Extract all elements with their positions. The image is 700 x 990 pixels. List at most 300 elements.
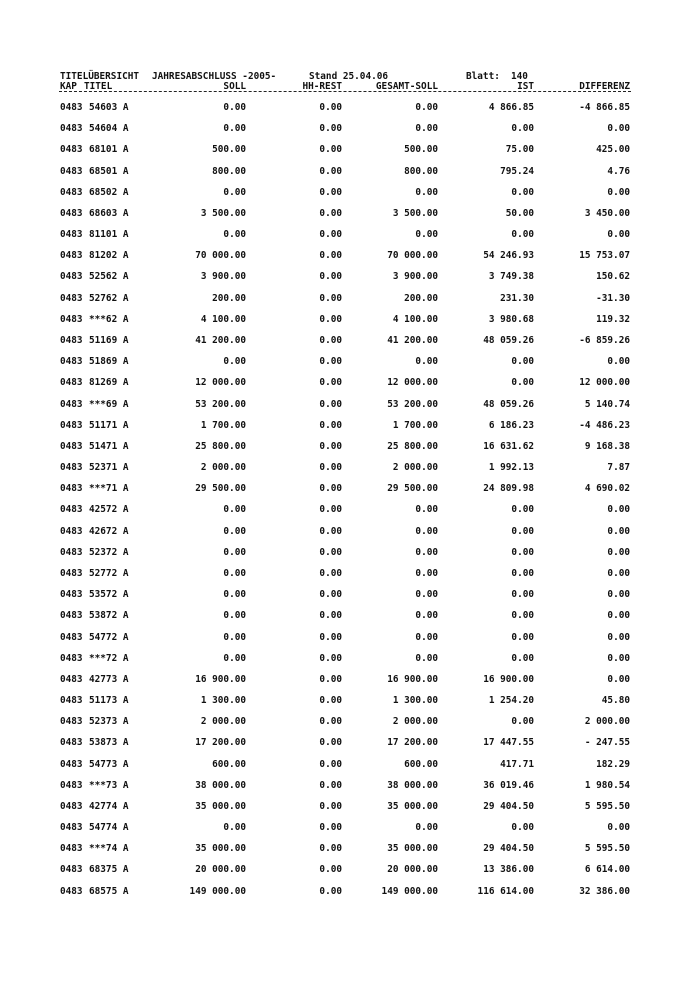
cell-hh-rest: 0.00 <box>319 653 342 664</box>
cell-soll: 0.00 <box>223 356 246 367</box>
cell-gesamt-soll: 0.00 <box>415 123 438 134</box>
column-header-gesamt-soll: GESAMT-SOLL <box>375 81 438 92</box>
cell-gesamt-soll: 70 000.00 <box>387 250 438 261</box>
cell-gesamt-soll: 17 200.00 <box>387 737 438 748</box>
cell-titel: 68502 A <box>89 187 129 198</box>
cell-kap: 0483 <box>60 462 83 473</box>
cell-hh-rest: 0.00 <box>319 356 342 367</box>
cell-differenz: 0.00 <box>607 589 630 600</box>
cell-hh-rest: 0.00 <box>319 843 342 854</box>
cell-kap: 0483 <box>60 716 83 727</box>
table-row <box>0 250 700 262</box>
cell-gesamt-soll: 0.00 <box>415 229 438 240</box>
cell-differenz: 0.00 <box>607 526 630 537</box>
cell-ist: 1 992.13 <box>488 462 534 473</box>
cell-ist: 3 749.38 <box>488 271 534 282</box>
cell-gesamt-soll: 0.00 <box>415 547 438 558</box>
cell-titel: 51169 A <box>89 335 129 346</box>
cell-ist: 0.00 <box>511 632 534 643</box>
cell-gesamt-soll: 2 000.00 <box>392 462 438 473</box>
cell-titel: 68603 A <box>89 208 129 219</box>
cell-differenz: -31.30 <box>596 293 630 304</box>
cell-differenz: -6 859.26 <box>579 335 630 346</box>
table-row <box>0 483 700 495</box>
cell-titel: 54773 A <box>89 759 129 770</box>
cell-soll: 0.00 <box>223 187 246 198</box>
cell-hh-rest: 0.00 <box>319 377 342 388</box>
table-row <box>0 314 700 326</box>
cell-titel: 52562 A <box>89 271 129 282</box>
cell-ist: 50.00 <box>505 208 534 219</box>
cell-differenz: 4 690.02 <box>584 483 630 494</box>
table-row <box>0 377 700 389</box>
cell-gesamt-soll: 25 800.00 <box>387 441 438 452</box>
cell-hh-rest: 0.00 <box>319 314 342 325</box>
table-row <box>0 399 700 411</box>
cell-ist: 0.00 <box>511 229 534 240</box>
cell-soll: 0.00 <box>223 229 246 240</box>
cell-differenz: 2 000.00 <box>584 716 630 727</box>
cell-titel: 54603 A <box>89 102 129 113</box>
table-row <box>0 462 700 474</box>
cell-titel: 68375 A <box>89 864 129 875</box>
table-row <box>0 801 700 813</box>
stand-date: Stand 25.04.06 <box>309 71 389 82</box>
cell-differenz: 15 753.07 <box>579 250 630 261</box>
cell-differenz: 0.00 <box>607 568 630 579</box>
table-row <box>0 864 700 876</box>
cell-hh-rest: 0.00 <box>319 441 342 452</box>
table-row <box>0 420 700 432</box>
cell-hh-rest: 0.00 <box>319 716 342 727</box>
table-row <box>0 843 700 855</box>
cell-ist: 116 614.00 <box>477 886 534 897</box>
cell-titel: 42672 A <box>89 526 129 537</box>
cell-soll: 4 100.00 <box>200 314 246 325</box>
cell-kap: 0483 <box>60 801 83 812</box>
cell-hh-rest: 0.00 <box>319 589 342 600</box>
cell-soll: 0.00 <box>223 526 246 537</box>
cell-gesamt-soll: 0.00 <box>415 589 438 600</box>
cell-differenz: 5 595.50 <box>584 801 630 812</box>
cell-gesamt-soll: 0.00 <box>415 504 438 515</box>
cell-titel: 42572 A <box>89 504 129 515</box>
cell-ist: 13 386.00 <box>483 864 534 875</box>
cell-ist: 29 404.50 <box>483 843 534 854</box>
cell-gesamt-soll: 0.00 <box>415 653 438 664</box>
cell-soll: 0.00 <box>223 102 246 113</box>
cell-kap: 0483 <box>60 250 83 261</box>
cell-differenz: 45.80 <box>601 695 630 706</box>
cell-titel: ***69 A <box>89 399 129 410</box>
cell-soll: 600.00 <box>212 759 246 770</box>
cell-soll: 0.00 <box>223 632 246 643</box>
report-subtitle: JAHRESABSCHLUSS -2005- <box>152 71 277 82</box>
cell-titel: 81202 A <box>89 250 129 261</box>
table-row <box>0 144 700 156</box>
cell-hh-rest: 0.00 <box>319 737 342 748</box>
table-row <box>0 822 700 834</box>
table-row <box>0 653 700 665</box>
cell-gesamt-soll: 149 000.00 <box>381 886 438 897</box>
cell-differenz: 3 450.00 <box>584 208 630 219</box>
cell-kap: 0483 <box>60 526 83 537</box>
cell-ist: 24 809.98 <box>483 483 534 494</box>
cell-soll: 2 000.00 <box>200 716 246 727</box>
cell-hh-rest: 0.00 <box>319 462 342 473</box>
cell-kap: 0483 <box>60 886 83 897</box>
cell-differenz: 5 595.50 <box>584 843 630 854</box>
table-row <box>0 102 700 114</box>
cell-kap: 0483 <box>60 399 83 410</box>
cell-soll: 70 000.00 <box>195 250 246 261</box>
cell-ist: 75.00 <box>505 144 534 155</box>
column-header-differenz: DIFFERENZ <box>579 81 630 92</box>
cell-differenz: - 247.55 <box>584 737 630 748</box>
cell-gesamt-soll: 0.00 <box>415 526 438 537</box>
cell-gesamt-soll: 35 000.00 <box>387 843 438 854</box>
cell-differenz: 7.87 <box>607 462 630 473</box>
column-header-ist: IST <box>517 81 534 92</box>
cell-ist: 0.00 <box>511 589 534 600</box>
cell-kap: 0483 <box>60 504 83 515</box>
cell-ist: 0.00 <box>511 526 534 537</box>
table-row <box>0 780 700 792</box>
cell-kap: 0483 <box>60 271 83 282</box>
cell-kap: 0483 <box>60 335 83 346</box>
cell-ist: 54 246.93 <box>483 250 534 261</box>
cell-ist: 417.71 <box>500 759 534 770</box>
cell-titel: ***72 A <box>89 653 129 664</box>
cell-hh-rest: 0.00 <box>319 886 342 897</box>
table-row <box>0 568 700 580</box>
cell-titel: 51471 A <box>89 441 129 452</box>
cell-titel: ***62 A <box>89 314 129 325</box>
cell-hh-rest: 0.00 <box>319 102 342 113</box>
cell-kap: 0483 <box>60 123 83 134</box>
table-row <box>0 589 700 601</box>
cell-hh-rest: 0.00 <box>319 187 342 198</box>
cell-kap: 0483 <box>60 483 83 494</box>
cell-hh-rest: 0.00 <box>319 483 342 494</box>
cell-kap: 0483 <box>60 377 83 388</box>
cell-ist: 795.24 <box>500 166 534 177</box>
cell-titel: 51869 A <box>89 356 129 367</box>
table-row <box>0 208 700 220</box>
cell-kap: 0483 <box>60 864 83 875</box>
cell-hh-rest: 0.00 <box>319 293 342 304</box>
cell-differenz: 6 614.00 <box>584 864 630 875</box>
cell-kap: 0483 <box>60 187 83 198</box>
table-row <box>0 123 700 135</box>
cell-differenz: 0.00 <box>607 187 630 198</box>
cell-hh-rest: 0.00 <box>319 801 342 812</box>
cell-soll: 0.00 <box>223 589 246 600</box>
cell-kap: 0483 <box>60 208 83 219</box>
cell-differenz: 150.62 <box>596 271 630 282</box>
cell-gesamt-soll: 1 700.00 <box>392 420 438 431</box>
cell-kap: 0483 <box>60 144 83 155</box>
cell-soll: 29 500.00 <box>195 483 246 494</box>
table-row <box>0 695 700 707</box>
cell-ist: 0.00 <box>511 716 534 727</box>
table-row <box>0 759 700 771</box>
table-row <box>0 166 700 178</box>
cell-ist: 0.00 <box>511 568 534 579</box>
cell-gesamt-soll: 0.00 <box>415 102 438 113</box>
table-row <box>0 187 700 199</box>
cell-soll: 0.00 <box>223 504 246 515</box>
cell-kap: 0483 <box>60 822 83 833</box>
cell-hh-rest: 0.00 <box>319 271 342 282</box>
table-row <box>0 335 700 347</box>
cell-ist: 4 866.85 <box>488 102 534 113</box>
cell-differenz: 9 168.38 <box>584 441 630 452</box>
cell-kap: 0483 <box>60 632 83 643</box>
cell-titel: 53572 A <box>89 589 129 600</box>
cell-ist: 16 900.00 <box>483 674 534 685</box>
cell-titel: 52762 A <box>89 293 129 304</box>
cell-soll: 41 200.00 <box>195 335 246 346</box>
cell-kap: 0483 <box>60 653 83 664</box>
cell-differenz: 0.00 <box>607 674 630 685</box>
cell-soll: 149 000.00 <box>189 886 246 897</box>
cell-soll: 500.00 <box>212 144 246 155</box>
cell-titel: 68101 A <box>89 144 129 155</box>
cell-titel: 51173 A <box>89 695 129 706</box>
cell-gesamt-soll: 4 100.00 <box>392 314 438 325</box>
cell-ist: 0.00 <box>511 822 534 833</box>
cell-differenz: 0.00 <box>607 229 630 240</box>
cell-ist: 48 059.26 <box>483 399 534 410</box>
cell-hh-rest: 0.00 <box>319 229 342 240</box>
table-row <box>0 737 700 749</box>
cell-titel: 54774 A <box>89 822 129 833</box>
cell-soll: 12 000.00 <box>195 377 246 388</box>
cell-titel: 68575 A <box>89 886 129 897</box>
cell-ist: 0.00 <box>511 187 534 198</box>
cell-soll: 3 900.00 <box>200 271 246 282</box>
cell-ist: 0.00 <box>511 653 534 664</box>
cell-soll: 38 000.00 <box>195 780 246 791</box>
cell-soll: 0.00 <box>223 568 246 579</box>
cell-gesamt-soll: 1 300.00 <box>392 695 438 706</box>
cell-differenz: 119.32 <box>596 314 630 325</box>
cell-hh-rest: 0.00 <box>319 144 342 155</box>
cell-kap: 0483 <box>60 420 83 431</box>
table-row <box>0 547 700 559</box>
cell-ist: 0.00 <box>511 504 534 515</box>
cell-soll: 16 900.00 <box>195 674 246 685</box>
cell-hh-rest: 0.00 <box>319 547 342 558</box>
cell-titel: 53873 A <box>89 737 129 748</box>
cell-hh-rest: 0.00 <box>319 568 342 579</box>
cell-soll: 200.00 <box>212 293 246 304</box>
cell-differenz: 0.00 <box>607 632 630 643</box>
cell-hh-rest: 0.00 <box>319 123 342 134</box>
cell-differenz: 0.00 <box>607 356 630 367</box>
cell-differenz: 5 140.74 <box>584 399 630 410</box>
cell-ist: 3 980.68 <box>488 314 534 325</box>
cell-hh-rest: 0.00 <box>319 822 342 833</box>
cell-differenz: 0.00 <box>607 653 630 664</box>
cell-differenz: 12 000.00 <box>579 377 630 388</box>
cell-soll: 0.00 <box>223 547 246 558</box>
cell-kap: 0483 <box>60 547 83 558</box>
cell-titel: 52373 A <box>89 716 129 727</box>
cell-hh-rest: 0.00 <box>319 610 342 621</box>
cell-differenz: -4 486.23 <box>579 420 630 431</box>
cell-soll: 0.00 <box>223 653 246 664</box>
cell-kap: 0483 <box>60 737 83 748</box>
cell-gesamt-soll: 0.00 <box>415 187 438 198</box>
cell-ist: 0.00 <box>511 377 534 388</box>
cell-differenz: 182.29 <box>596 759 630 770</box>
cell-kap: 0483 <box>60 166 83 177</box>
table-row <box>0 293 700 305</box>
cell-differenz: 4.76 <box>607 166 630 177</box>
cell-soll: 3 500.00 <box>200 208 246 219</box>
cell-ist: 6 186.23 <box>488 420 534 431</box>
cell-gesamt-soll: 16 900.00 <box>387 674 438 685</box>
cell-soll: 35 000.00 <box>195 843 246 854</box>
cell-kap: 0483 <box>60 674 83 685</box>
cell-differenz: 0.00 <box>607 822 630 833</box>
table-row <box>0 441 700 453</box>
cell-kap: 0483 <box>60 568 83 579</box>
cell-titel: 42773 A <box>89 674 129 685</box>
table-row <box>0 610 700 622</box>
cell-gesamt-soll: 12 000.00 <box>387 377 438 388</box>
blatt-label: Blatt: <box>466 71 500 82</box>
cell-differenz: 0.00 <box>607 547 630 558</box>
cell-titel: 52772 A <box>89 568 129 579</box>
cell-soll: 17 200.00 <box>195 737 246 748</box>
cell-hh-rest: 0.00 <box>319 674 342 685</box>
cell-kap: 0483 <box>60 102 83 113</box>
cell-ist: 0.00 <box>511 123 534 134</box>
cell-soll: 53 200.00 <box>195 399 246 410</box>
cell-ist: 17 447.55 <box>483 737 534 748</box>
cell-ist: 1 254.20 <box>488 695 534 706</box>
cell-kap: 0483 <box>60 780 83 791</box>
header-divider <box>59 91 631 92</box>
cell-hh-rest: 0.00 <box>319 695 342 706</box>
cell-differenz: 0.00 <box>607 504 630 515</box>
cell-kap: 0483 <box>60 610 83 621</box>
cell-gesamt-soll: 0.00 <box>415 356 438 367</box>
cell-kap: 0483 <box>60 759 83 770</box>
cell-differenz: 425.00 <box>596 144 630 155</box>
cell-kap: 0483 <box>60 695 83 706</box>
cell-differenz: 32 386.00 <box>579 886 630 897</box>
cell-gesamt-soll: 3 900.00 <box>392 271 438 282</box>
cell-titel: 42774 A <box>89 801 129 812</box>
column-header-soll: SOLL <box>223 81 246 92</box>
cell-gesamt-soll: 2 000.00 <box>392 716 438 727</box>
cell-soll: 1 700.00 <box>200 420 246 431</box>
cell-kap: 0483 <box>60 229 83 240</box>
cell-ist: 0.00 <box>511 547 534 558</box>
column-header-kap: KAP <box>60 81 77 92</box>
cell-hh-rest: 0.00 <box>319 208 342 219</box>
cell-kap: 0483 <box>60 356 83 367</box>
report-title: TITELÜBERSICHT <box>60 71 140 82</box>
cell-soll: 800.00 <box>212 166 246 177</box>
table-row <box>0 504 700 516</box>
cell-titel: 81101 A <box>89 229 129 240</box>
cell-titel: 81269 A <box>89 377 129 388</box>
cell-ist: 0.00 <box>511 610 534 621</box>
cell-soll: 35 000.00 <box>195 801 246 812</box>
cell-gesamt-soll: 0.00 <box>415 568 438 579</box>
cell-soll: 0.00 <box>223 822 246 833</box>
cell-soll: 0.00 <box>223 610 246 621</box>
cell-kap: 0483 <box>60 293 83 304</box>
cell-differenz: -4 866.85 <box>579 102 630 113</box>
cell-gesamt-soll: 500.00 <box>404 144 438 155</box>
cell-kap: 0483 <box>60 441 83 452</box>
cell-gesamt-soll: 200.00 <box>404 293 438 304</box>
cell-hh-rest: 0.00 <box>319 250 342 261</box>
cell-titel: 54772 A <box>89 632 129 643</box>
cell-hh-rest: 0.00 <box>319 780 342 791</box>
cell-kap: 0483 <box>60 843 83 854</box>
table-row <box>0 526 700 538</box>
cell-differenz: 0.00 <box>607 123 630 134</box>
cell-gesamt-soll: 41 200.00 <box>387 335 438 346</box>
cell-gesamt-soll: 29 500.00 <box>387 483 438 494</box>
cell-soll: 0.00 <box>223 123 246 134</box>
cell-kap: 0483 <box>60 314 83 325</box>
cell-titel: 53872 A <box>89 610 129 621</box>
cell-titel: 54604 A <box>89 123 129 134</box>
cell-gesamt-soll: 38 000.00 <box>387 780 438 791</box>
table-row <box>0 356 700 368</box>
cell-soll: 25 800.00 <box>195 441 246 452</box>
cell-differenz: 0.00 <box>607 610 630 621</box>
cell-hh-rest: 0.00 <box>319 759 342 770</box>
table-row <box>0 271 700 283</box>
cell-ist: 0.00 <box>511 356 534 367</box>
cell-hh-rest: 0.00 <box>319 420 342 431</box>
cell-ist: 48 059.26 <box>483 335 534 346</box>
cell-soll: 2 000.00 <box>200 462 246 473</box>
cell-titel: ***71 A <box>89 483 129 494</box>
cell-gesamt-soll: 600.00 <box>404 759 438 770</box>
table-row <box>0 229 700 241</box>
cell-gesamt-soll: 3 500.00 <box>392 208 438 219</box>
cell-gesamt-soll: 0.00 <box>415 610 438 621</box>
cell-gesamt-soll: 20 000.00 <box>387 864 438 875</box>
cell-gesamt-soll: 0.00 <box>415 822 438 833</box>
table-row <box>0 632 700 644</box>
column-header-titel: TITEL <box>84 81 113 92</box>
cell-gesamt-soll: 53 200.00 <box>387 399 438 410</box>
cell-hh-rest: 0.00 <box>319 335 342 346</box>
cell-titel: 52371 A <box>89 462 129 473</box>
cell-hh-rest: 0.00 <box>319 399 342 410</box>
table-row <box>0 716 700 728</box>
blatt-number: 140 <box>511 71 528 82</box>
cell-hh-rest: 0.00 <box>319 166 342 177</box>
cell-hh-rest: 0.00 <box>319 526 342 537</box>
cell-ist: 36 019.46 <box>483 780 534 791</box>
table-row <box>0 674 700 686</box>
table-row <box>0 886 700 898</box>
cell-ist: 231.30 <box>500 293 534 304</box>
cell-ist: 16 631.62 <box>483 441 534 452</box>
